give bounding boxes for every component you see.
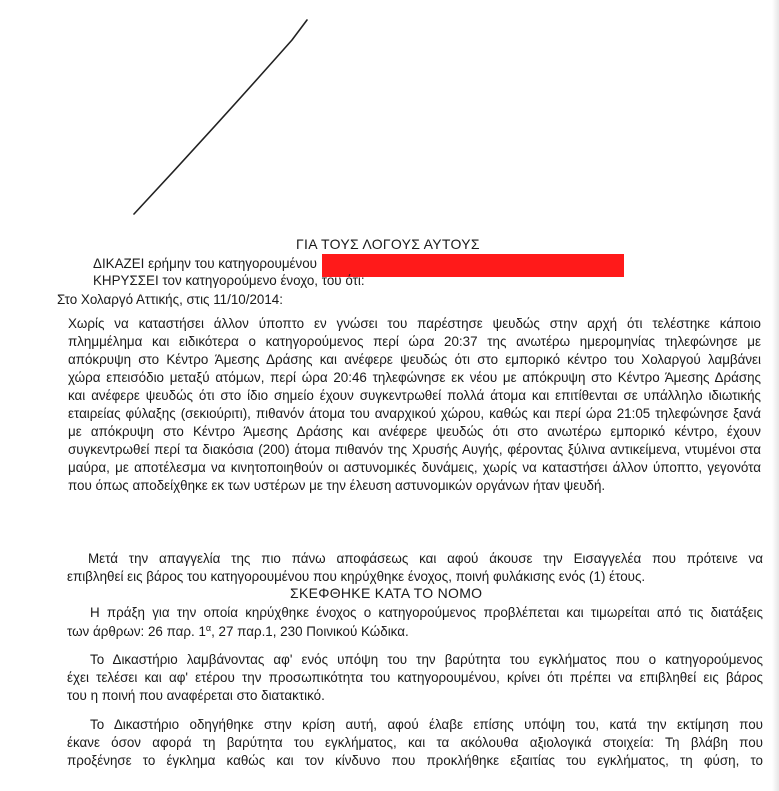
paragraph-line: Η πράξη για την οποία κηρύχθηκε ένοχος ο κατηγορούμενος προβλέπεται και τιμωρείται από τις διατάξεις xyxy=(90,605,763,620)
paragraph-line: συγκεντρωθεί περί τα διακόσια (200) άτομα πιθανόν της Χρυσής Αυγής, φέροντας ξύλινα αντικείμενα, ντυμένοι στα xyxy=(68,442,761,457)
paragraph-line: χώρα επεισόδιο μεταξύ ατόμων, περί ώρα 20:46 τηλεφώνησε εκ νέου με απόκρυψη στο Κέντρο Άμεσης Δράσης xyxy=(68,370,761,385)
heading-for-these-reasons: ΓΙΑ ΤΟΥΣ ΛΟΓΟΥΣ ΑΥΤΟΥΣ xyxy=(296,236,480,252)
paragraph-line: Το Δικαστήριο οδηγήθηκε στην κρίση αυτή, αφού έλαβε επίσης υπόψη του, κατά την εκτίμηση που xyxy=(90,717,763,732)
kiryssei-line: ΚΗΡΥΣΣΕΙ τον κατηγορούμενο ένοχο, του ότι: xyxy=(93,273,365,288)
paragraph-line: με απόκρυψη στο Κέντρο Άμεσης Δράσης και ανέφερε ψευδώς ότι στο ανωτέρω εμπορικό κέντρο, έχουν xyxy=(68,424,761,439)
paragraph-line: μαύρα, με αποτέλεσμα να κινητοποιηθούν οι αστυνομικές δυνάμεις, χωρίς να καταστήσει άλλον ύποπτο, γεγονότα xyxy=(68,460,761,475)
paragraph-line: πλημμέλημα και ειδικότερα ο κατηγορούμενος περί ώρα 20:37 της ανωτέρω ημερομηνίας τηλεφώνησε με xyxy=(68,334,761,349)
paragraph-line: επιβληθεί εις βάρος του κατηγορουμένου που κηρύχθηκε ένοχος, ποινή φυλάκισης ενός (1) έτους. xyxy=(67,569,646,584)
dikazei-line: ΔΙΚΑΖΕΙ ερήμην του κατηγορουμένου xyxy=(93,256,317,271)
paragraph-line: έχει τελέσει και αφ' ετέρου την προσωπικότητα του κατηγορουμένου, κρίνει ότι πρέπει να επιβληθεί εις βάρος xyxy=(67,670,763,685)
paragraph-line: έκανε όσον αφορά τη βαρύτητα του εγκλήματος, και τα ακόλουθα αξιολογικά στοιχεία: Τη βλάβη που xyxy=(67,735,763,750)
place-date-line: Στο Χολαργό Αττικής, στις 11/10/2014: xyxy=(57,292,283,307)
heading-considered-by-law: ΣΚΕΦΘΗΚΕ ΚΑΤΑ ΤΟ ΝΟΜΟ xyxy=(290,585,483,601)
paragraph-line: απόκρυψη στο Κέντρο Άμεσης Δράσης και ανέφερε ψευδώς ότι στο εμπορικό κέντρο του Χολαργού λαμβάνει xyxy=(68,352,761,367)
paragraph-line: Το Δικαστήριο λαμβάνοντας αφ' ενός υπόψη του την βαρύτητα του εγκλήματος που ο κατηγορούμενος xyxy=(90,652,763,667)
paragraph-line: και ανέφερε ψευδώς ότι στο ίδιο σημείο έχουν συγκεντρωθεί πολλά άτομα και επιτίθενται σε υπάλληλο ιδιωτικής xyxy=(68,388,761,403)
paragraph-line: Χωρίς να καταστήσει άλλον ύποπτο εν γνώσει του παρέστησε ψευδώς στην αρχή ότι τελέστηκε κάποιο xyxy=(68,316,761,331)
page-edge-shadow xyxy=(772,0,779,791)
paragraph-line: Μετά την απαγγελία της πιο πάνω αποφάσεως και αφού άκουσε την Εισαγγελέα που πρότεινε να xyxy=(88,551,763,566)
paragraph-line: προξένησε το έγκλημα καθώς και τον κίνδυνο που προκλήθηκε εξαιτίας του εγκλήματος, τη φύση, το xyxy=(67,753,763,768)
paragraph-line: εταιρείας φύλαξης (σεκιούριτι), πιθανόν άτομα του αναρχικού χώρου, καθώς και περί ώρα 21:05 τηλεφώνησε ξανά xyxy=(68,406,761,421)
paragraph-line: του η ποινή που αναφέρεται στο διατακτικό. xyxy=(67,688,325,703)
pen-stroke-mark xyxy=(0,0,779,240)
paragraph-line: των άρθρων: 26 παρ. $1^\alpha$, 27 παρ.1, 230 Ποινικού Κώδικα. xyxy=(67,623,409,639)
redaction-bar xyxy=(322,254,624,277)
paragraph-line: που όπως αποδείχθηκε εκ των υστέρων με την έλευση αστυνομικών οργάνων ήταν ψευδή. xyxy=(68,478,606,493)
